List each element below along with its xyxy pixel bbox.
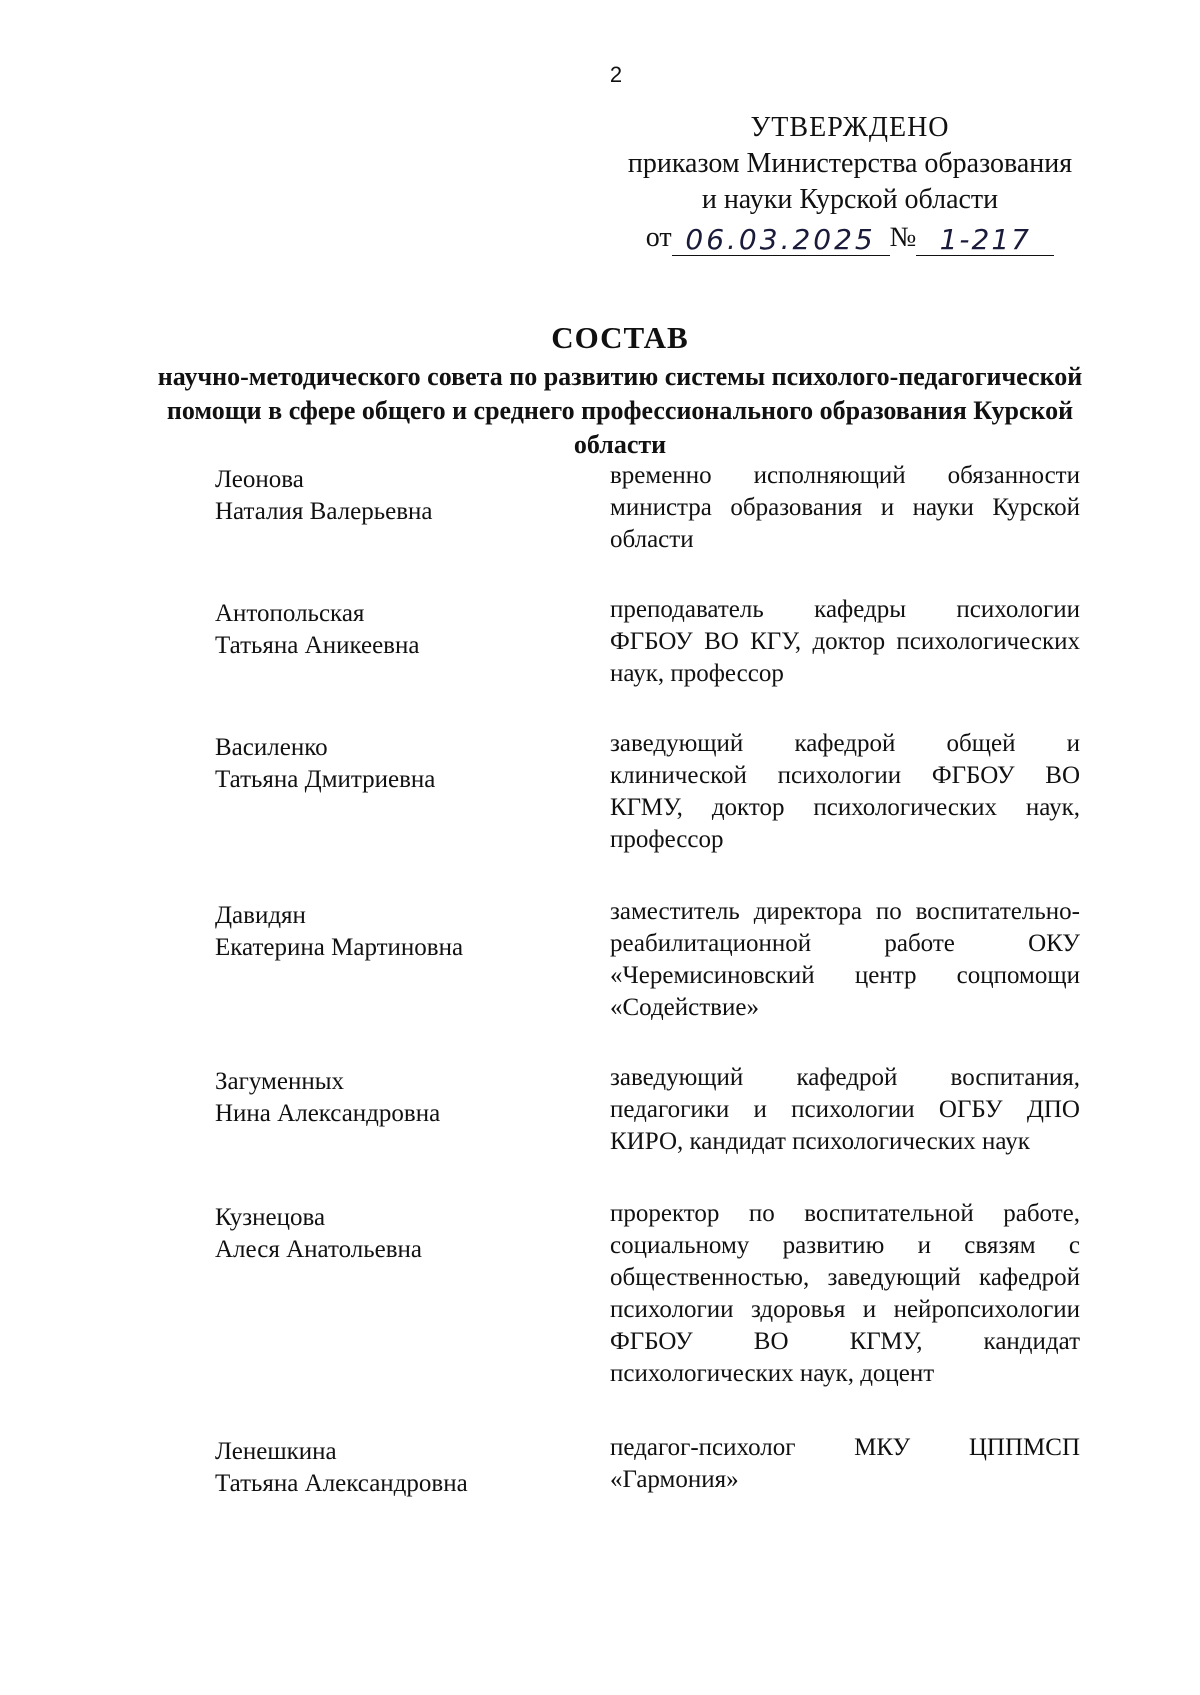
handwritten-order-number: 1-217: [916, 225, 1054, 256]
member-row: [215, 1062, 1095, 1158]
member-name: [215, 460, 610, 528]
document-title: СОСТАВ: [551, 320, 689, 355]
approval-order-line: приказом Министерства образования: [627, 148, 1073, 179]
member-given-names: Екатерина Мартиновна: [215, 934, 464, 961]
council-members-list: [215, 462, 1095, 1500]
member-row: [215, 728, 1095, 856]
approved-heading: УТВЕРЖДЕНО: [750, 112, 950, 143]
member-surname: Антопольская: [215, 600, 365, 627]
member-given-names: Нина Александровна: [215, 1100, 441, 1127]
member-given-names: Наталия Валерьевна: [215, 498, 433, 525]
member-surname: Леонова: [215, 466, 304, 493]
number-label: №: [889, 222, 917, 253]
member-given-names: Татьяна Дмитриевна: [215, 766, 436, 793]
member-role: проректор по воспитательной работе, социальному развитию и связям с общественностью, заведующий кафедрой психологии здоровья и нейропсихологии ФГБОУ ВО КГМУ, кандидат психологических наук, доцент: [610, 1200, 1080, 1387]
member-surname: Загуменных: [215, 1068, 345, 1095]
member-given-names: Татьяна Аникеевна: [215, 632, 420, 659]
member-role: преподаватель кафедры психологии ФГБОУ ВО КГУ, доктор психологических наук, профессор: [610, 596, 1080, 687]
member-name: [215, 1198, 610, 1266]
document-title-block: [140, 318, 1100, 462]
member-given-names: Алеся Анатольевна: [215, 1236, 422, 1263]
member-role: временно исполняющий обязанности министра образования и науки Курской области: [610, 462, 1080, 553]
approval-ministry-line: и науки Курской области: [701, 184, 999, 215]
member-row: [215, 1198, 1095, 1390]
member-role: заместитель директора по воспитательно-реабилитационной работе ОКУ «Черемисиновский центр соцпомощи «Содействие»: [610, 898, 1080, 1021]
member-name: [215, 594, 610, 662]
member-surname: Ленешкина: [215, 1438, 337, 1465]
member-name: [215, 728, 610, 796]
member-row: [215, 1432, 1095, 1500]
member-surname: Кузнецова: [215, 1204, 326, 1231]
member-row: [215, 460, 1095, 556]
member-role: заведующий кафедрой воспитания, педагогики и психологии ОГБУ ДПО КИРО, кандидат психологических наук: [610, 1064, 1080, 1155]
order-date-number-line: [600, 220, 1100, 256]
member-surname: Василенко: [215, 734, 328, 761]
member-name: [215, 896, 610, 964]
handwritten-order-date: 06.03.2025: [672, 225, 890, 256]
member-role: педагог-психолог МКУ ЦППМСП «Гармония»: [610, 1434, 1080, 1493]
approval-stamp-block: [600, 110, 1100, 256]
member-role: заведующий кафедрой общей и клинической психологии ФГБОУ ВО КГМУ, доктор психологических наук, профессор: [610, 730, 1080, 853]
member-given-names: Татьяна Александровна: [215, 1470, 468, 1497]
page-number: 2: [609, 62, 623, 87]
document-subtitle: научно-методического совета по развитию системы психолого-педагогической помощи в сфере общего и среднего профессионального образования Курской области: [157, 362, 1083, 459]
from-label: от: [645, 222, 672, 253]
member-row: [215, 896, 1095, 1024]
member-row: [215, 594, 1095, 690]
member-name: [215, 1062, 610, 1130]
member-name: [215, 1432, 610, 1500]
member-surname: Давидян: [215, 902, 306, 929]
